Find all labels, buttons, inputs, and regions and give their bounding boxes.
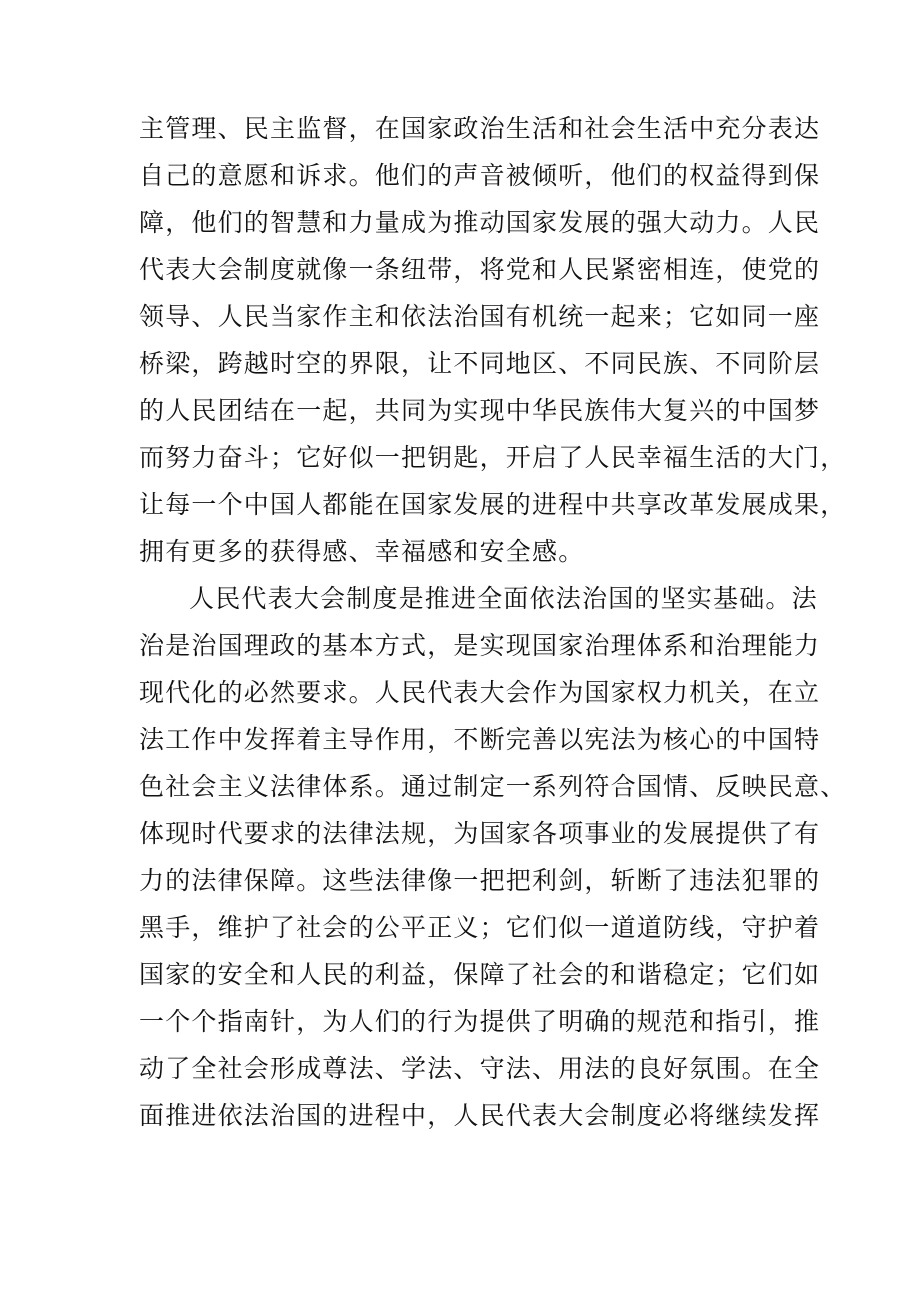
- text-line: 领导、人民当家作主和依法治国有机统一起来；它如同一座: [139, 302, 821, 331]
- text-line: 让每一个中国人都能在国家发展的进程中共享改革发展成果，: [139, 490, 847, 519]
- text-line: 而努力奋斗；它好似一把钥匙，开启了人民幸福生活的大门，: [139, 443, 847, 472]
- text-line: 自己的意愿和诉求。他们的声音被倾听，他们的权益得到保: [139, 161, 821, 190]
- text-line: 拥有更多的获得感、幸福感和安全感。: [139, 537, 585, 566]
- text-line: 治是治国理政的基本方式，是实现国家治理体系和治理能力: [139, 631, 821, 660]
- text-line: 现代化的必然要求。人民代表大会作为国家权力机关，在立: [139, 678, 821, 707]
- text-line: 代表大会制度就像一条纽带，将党和人民紧密相连，使党的: [139, 255, 821, 284]
- text-line: 的人民团结在一起，共同为实现中华民族伟大复兴的中国梦: [139, 396, 821, 425]
- text-line: 体现时代要求的法律法规，为国家各项事业的发展提供了有: [139, 819, 821, 848]
- paragraph-2: [139, 575, 847, 1139]
- text-line-indented: 人民代表大会制度是推进全面依法治国的坚实基础。法: [189, 584, 818, 613]
- text-line: 主管理、民主监督，在国家政治生活和社会生活中充分表达: [139, 114, 821, 143]
- text-line: 色社会主义法律体系。通过制定一系列符合国情、反映民意、: [139, 772, 847, 801]
- body-text: [139, 105, 847, 1139]
- text-line: 动了全社会形成尊法、学法、守法、用法的良好氛围。在全: [139, 1054, 821, 1083]
- text-line: 一个个指南针，为人们的行为提供了明确的规范和指引，推: [139, 1007, 821, 1036]
- text-line: 黑手，维护了社会的公平正义；它们似一道道防线，守护着: [139, 913, 821, 942]
- text-line: 力的法律保障。这些法律像一把把利剑，斩断了违法犯罪的: [139, 866, 821, 895]
- text-line: 障，他们的智慧和力量成为推动国家发展的强大动力。人民: [139, 208, 821, 237]
- text-line: 面推进依法治国的进程中，人民代表大会制度必将继续发挥: [139, 1101, 821, 1130]
- text-line: 国家的安全和人民的利益，保障了社会的和谐稳定；它们如: [139, 960, 821, 989]
- text-line: 法工作中发挥着主导作用，不断完善以宪法为核心的中国特: [139, 725, 821, 754]
- text-line: 桥梁，跨越时空的界限，让不同地区、不同民族、不同阶层: [139, 349, 821, 378]
- paragraph-1: [139, 105, 847, 575]
